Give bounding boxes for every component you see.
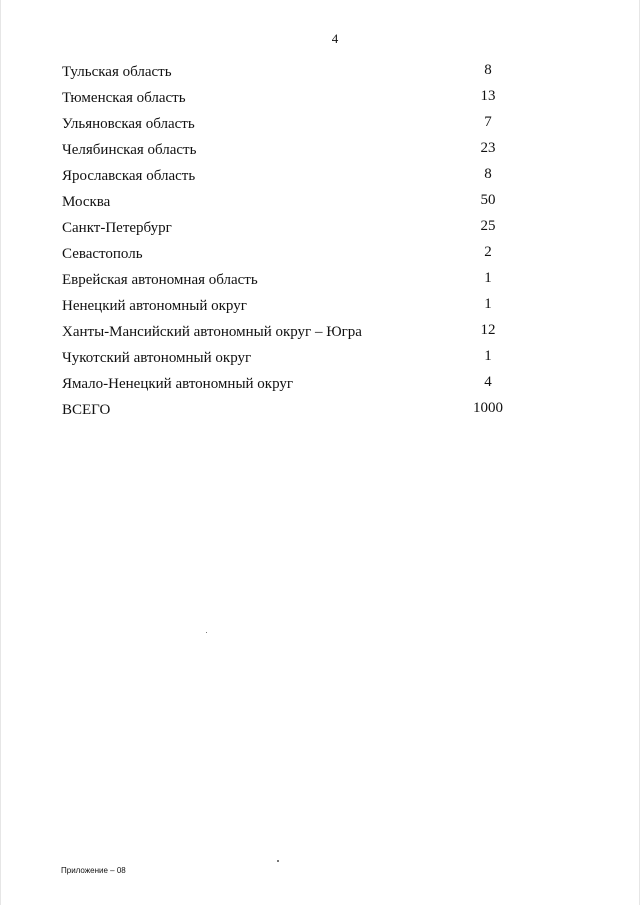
- table-row: [62, 244, 522, 270]
- table-row: [62, 88, 522, 114]
- region-count: 8: [484, 166, 492, 182]
- region-name: Челябинская область: [62, 142, 197, 158]
- region-count: 4: [484, 374, 492, 390]
- table-row: [62, 62, 522, 88]
- region-count: 1: [484, 348, 492, 364]
- region-name: Ямало-Ненецкий автономный округ: [62, 376, 294, 392]
- region-count: 1: [484, 296, 492, 312]
- table-row: [62, 322, 522, 348]
- region-count: 1: [484, 270, 492, 286]
- region-count: 13: [480, 88, 496, 104]
- table-row: [62, 218, 522, 244]
- table-row: [62, 140, 522, 166]
- table-row: [62, 192, 522, 218]
- scan-speck: [206, 632, 207, 633]
- table-row: [62, 348, 522, 374]
- region-name: Ненецкий автономный округ: [62, 298, 247, 314]
- region-name: Севастополь: [62, 246, 143, 262]
- region-name: Ханты-Мансийский автономный округ – Югра: [62, 324, 362, 340]
- total-count: 1000: [473, 400, 503, 416]
- page-number: 4: [331, 31, 339, 46]
- scan-speck: [277, 860, 279, 862]
- region-name: Санкт-Петербург: [62, 220, 172, 236]
- table-row: [62, 166, 522, 192]
- table-row: [62, 296, 522, 322]
- region-name: Москва: [62, 194, 111, 210]
- table-row: [62, 114, 522, 140]
- table-row: [62, 270, 522, 296]
- region-table: [62, 62, 522, 426]
- region-name: Ярославская область: [62, 168, 196, 184]
- region-name: Ульяновская область: [62, 116, 195, 132]
- total-row: [62, 400, 522, 426]
- region-name: Чукотский автономный округ: [62, 350, 252, 366]
- region-name: Тюменская область: [62, 90, 186, 106]
- total-label: ВСЕГО: [62, 402, 111, 418]
- region-name: Тульская область: [62, 64, 172, 80]
- region-count: 2: [484, 244, 492, 260]
- region-count: 25: [480, 218, 496, 234]
- region-count: 8: [484, 62, 492, 78]
- region-count: 23: [480, 140, 496, 156]
- region-name: Еврейская автономная область: [62, 272, 258, 288]
- table-row: [62, 374, 522, 400]
- region-count: 12: [480, 322, 496, 338]
- region-count: 50: [480, 192, 496, 208]
- footer-note: Приложение – 08: [61, 866, 126, 875]
- region-count: 7: [484, 114, 492, 130]
